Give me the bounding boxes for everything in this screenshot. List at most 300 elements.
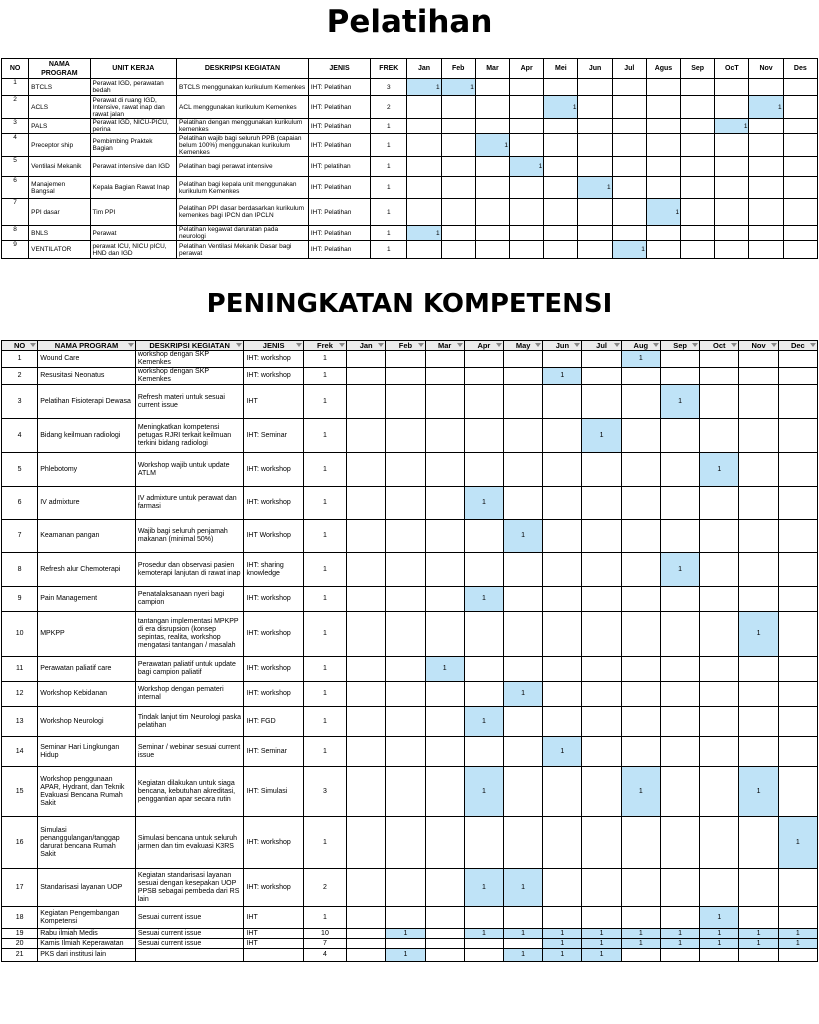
month-cell — [715, 96, 749, 119]
month-cell: 1 — [464, 929, 503, 939]
deskripsi-kegiatan: BTCLS menggunakan kurikulum Kemenkes — [177, 79, 309, 96]
table-row — [2, 929, 818, 939]
month-cell — [464, 368, 503, 385]
month-cell — [464, 520, 503, 553]
column-header — [621, 341, 660, 351]
program-name: Kamis Ilmiah Keperawatan — [38, 939, 136, 949]
deskripsi-kegiatan: Pelatihan bagi perawat intensive — [177, 157, 309, 177]
month-cell — [386, 682, 425, 707]
month-cell — [778, 737, 817, 767]
jenis: IHT: workshop — [244, 453, 303, 487]
program-name: PALS — [29, 119, 90, 134]
month-cell: 1 — [582, 929, 621, 939]
month-cell — [646, 134, 680, 157]
month-cell — [660, 612, 699, 657]
month-cell — [612, 96, 646, 119]
month-cell: 1 — [407, 79, 441, 96]
month-cell — [621, 368, 660, 385]
deskripsi-kegiatan: Refresh materi untuk sesuai current issue — [135, 385, 244, 419]
row-number: 3 — [2, 119, 29, 134]
month-cell — [778, 520, 817, 553]
month-cell — [660, 368, 699, 385]
column-header: Feb — [441, 59, 475, 79]
month-cell: 1 — [543, 949, 582, 962]
column-header-label: Mar — [437, 341, 452, 350]
frekuensi: 1 — [303, 553, 346, 587]
month-cell — [425, 869, 464, 907]
month-cell — [582, 385, 621, 419]
month-cell: 1 — [425, 657, 464, 682]
row-number: 21 — [2, 949, 38, 962]
row-number: 16 — [2, 817, 38, 869]
month-cell — [749, 79, 783, 96]
filter-dropdown-icon — [296, 343, 302, 347]
frekuensi: 1 — [371, 119, 407, 134]
column-header — [660, 341, 699, 351]
unit-kerja: perawat ICU, NICU pICU, HND dan IGD — [90, 241, 177, 259]
month-cell — [778, 419, 817, 453]
table-row — [2, 907, 818, 929]
month-cell — [544, 177, 578, 199]
month-cell — [347, 453, 386, 487]
row-number: 8 — [2, 226, 29, 241]
month-cell — [612, 199, 646, 226]
month-cell — [464, 419, 503, 453]
month-cell: 1 — [543, 737, 582, 767]
month-cell: 1 — [621, 767, 660, 817]
month-cell — [578, 157, 612, 177]
row-number: 13 — [2, 707, 38, 737]
filter-dropdown-icon — [378, 343, 384, 347]
month-cell — [700, 767, 739, 817]
frekuensi: 1 — [303, 657, 346, 682]
month-cell — [778, 587, 817, 612]
jenis: IHT — [244, 385, 303, 419]
month-cell — [582, 869, 621, 907]
month-cell — [347, 767, 386, 817]
jenis: IHT: Pelatihan — [308, 199, 370, 226]
program-name: ACLS — [29, 96, 90, 119]
month-cell — [425, 939, 464, 949]
table-row — [2, 737, 818, 767]
month-cell: 1 — [510, 157, 544, 177]
table-row — [2, 351, 818, 368]
month-cell — [441, 199, 475, 226]
column-header: Nov — [749, 59, 783, 79]
month-cell — [475, 96, 509, 119]
month-cell — [504, 487, 543, 520]
month-cell — [543, 453, 582, 487]
deskripsi-kegiatan: Pelatihan bagi kepala unit menggunakan kurikulum Kemenkes — [177, 177, 309, 199]
program-name: MPKPP — [38, 612, 136, 657]
month-cell — [407, 157, 441, 177]
row-number: 14 — [2, 737, 38, 767]
month-cell — [504, 707, 543, 737]
program-name: Manajemen Bangsal — [29, 177, 90, 199]
column-header-label: Jan — [359, 341, 373, 350]
month-cell — [749, 134, 783, 157]
column-header — [386, 341, 425, 351]
month-cell — [646, 119, 680, 134]
program-name: Refresh alur Chemoterapi — [38, 553, 136, 587]
table-row — [2, 939, 818, 949]
month-cell — [425, 929, 464, 939]
month-cell — [700, 351, 739, 368]
month-cell: 1 — [739, 929, 778, 939]
row-number: 17 — [2, 869, 38, 907]
month-cell — [660, 737, 699, 767]
month-cell — [660, 817, 699, 869]
program-name: Phlebotomy — [38, 453, 136, 487]
month-cell — [543, 707, 582, 737]
column-header-label: DESKRIPSI KEGIATAN — [149, 341, 230, 350]
month-cell — [700, 707, 739, 737]
row-number: 1 — [2, 79, 29, 96]
program-name: Standarisasi layanan UOP — [38, 869, 136, 907]
jenis: IHT: Pelatihan — [308, 226, 370, 241]
deskripsi-kegiatan: Penatalaksanaan nyeri bagi campion — [135, 587, 244, 612]
month-cell — [386, 385, 425, 419]
jenis: IHT: workshop — [244, 612, 303, 657]
table-row — [2, 241, 818, 259]
month-cell — [464, 553, 503, 587]
month-cell — [425, 949, 464, 962]
deskripsi-kegiatan: Wajib bagi seluruh penjamah makanan (minimal 50%) — [135, 520, 244, 553]
month-cell — [700, 657, 739, 682]
month-cell — [441, 96, 475, 119]
month-cell — [700, 487, 739, 520]
column-header-label: Oct — [713, 341, 726, 350]
frekuensi: 7 — [303, 939, 346, 949]
month-cell: 1 — [660, 929, 699, 939]
row-number: 1 — [2, 351, 38, 368]
month-cell — [739, 487, 778, 520]
month-cell — [739, 351, 778, 368]
month-cell — [621, 453, 660, 487]
month-cell — [347, 368, 386, 385]
month-cell: 1 — [578, 177, 612, 199]
month-cell — [660, 487, 699, 520]
row-number: 2 — [2, 368, 38, 385]
month-cell — [543, 817, 582, 869]
month-cell — [621, 385, 660, 419]
month-cell — [660, 767, 699, 817]
filter-dropdown-icon — [574, 343, 580, 347]
month-cell — [347, 869, 386, 907]
jenis: IHT: workshop — [244, 817, 303, 869]
column-header-label: Aug — [633, 341, 649, 350]
jenis: IHT: Seminar — [244, 419, 303, 453]
month-cell — [347, 682, 386, 707]
month-cell — [425, 707, 464, 737]
column-header — [700, 341, 739, 351]
month-cell — [425, 385, 464, 419]
row-number: 18 — [2, 907, 38, 929]
column-header-label: Nov — [751, 341, 766, 350]
month-cell — [464, 817, 503, 869]
month-cell — [441, 177, 475, 199]
table-row — [2, 682, 818, 707]
month-cell — [612, 177, 646, 199]
month-cell — [778, 487, 817, 520]
row-number: 15 — [2, 767, 38, 817]
column-header: Jun — [578, 59, 612, 79]
month-cell — [660, 707, 699, 737]
month-cell — [347, 553, 386, 587]
month-cell: 1 — [464, 707, 503, 737]
frekuensi: 1 — [303, 612, 346, 657]
filter-dropdown-icon — [418, 343, 424, 347]
month-cell: 1 — [646, 199, 680, 226]
program-name: Resusitasi Neonatus — [38, 368, 136, 385]
row-number: 5 — [2, 453, 38, 487]
table-row — [2, 226, 818, 241]
column-header — [347, 341, 386, 351]
month-cell — [347, 385, 386, 419]
month-cell — [700, 520, 739, 553]
month-cell — [783, 96, 817, 119]
month-cell: 1 — [543, 368, 582, 385]
jenis: IHT: workshop — [244, 657, 303, 682]
deskripsi-kegiatan: workshop dengan SKP Kemenkes — [135, 368, 244, 385]
deskripsi-kegiatan: IV admixture untuk perawat dan farmasi — [135, 487, 244, 520]
month-cell — [510, 226, 544, 241]
month-cell: 1 — [464, 487, 503, 520]
month-cell — [783, 199, 817, 226]
month-cell — [544, 199, 578, 226]
month-cell — [739, 907, 778, 929]
row-number: 6 — [2, 487, 38, 520]
jenis: IHT — [244, 929, 303, 939]
jenis: IHT: Pelatihan — [308, 241, 370, 259]
program-name: Simulasi penanggulangan/tanggap darurat bencana Rumah Sakit — [38, 817, 136, 869]
month-cell — [504, 368, 543, 385]
month-cell — [386, 587, 425, 612]
table-row — [2, 453, 818, 487]
filter-dropdown-icon — [614, 343, 620, 347]
jenis: IHT: Pelatihan — [308, 96, 370, 119]
month-cell — [783, 241, 817, 259]
row-number: 12 — [2, 682, 38, 707]
month-cell — [715, 79, 749, 96]
month-cell — [510, 134, 544, 157]
month-cell: 1 — [582, 419, 621, 453]
column-header: Agus — [646, 59, 680, 79]
column-header-label: May — [515, 341, 531, 350]
unit-kerja: Perawat IGD, perawatan bedah — [90, 79, 177, 96]
month-cell — [543, 553, 582, 587]
month-cell — [715, 177, 749, 199]
column-header-label: Sep — [673, 341, 687, 350]
column-header — [425, 341, 464, 351]
month-cell — [646, 177, 680, 199]
jenis: IHT: Pelatihan — [308, 134, 370, 157]
deskripsi-kegiatan: Pelatihan wajib bagi seluruh PPB (capaian belum 100%) menggunakan kurikulum Kemenkes — [177, 134, 309, 157]
month-cell — [621, 907, 660, 929]
month-cell — [504, 385, 543, 419]
column-header: UNIT KERJA — [90, 59, 177, 79]
month-cell — [681, 134, 715, 157]
month-cell — [347, 612, 386, 657]
month-cell — [578, 79, 612, 96]
jenis: IHT: workshop — [244, 487, 303, 520]
month-cell — [739, 385, 778, 419]
month-cell — [700, 817, 739, 869]
jenis: IHT — [244, 939, 303, 949]
kompetensi-header-row — [2, 341, 818, 351]
month-cell — [407, 134, 441, 157]
jenis: IHT: Seminar — [244, 737, 303, 767]
deskripsi-kegiatan — [135, 949, 244, 962]
month-cell: 1 — [778, 817, 817, 869]
month-cell — [543, 682, 582, 707]
month-cell: 1 — [621, 929, 660, 939]
month-cell — [475, 79, 509, 96]
row-number: 4 — [2, 419, 38, 453]
month-cell — [407, 119, 441, 134]
frekuensi: 1 — [303, 419, 346, 453]
row-number: 8 — [2, 553, 38, 587]
frekuensi: 1 — [371, 134, 407, 157]
month-cell — [749, 157, 783, 177]
column-header: Jul — [612, 59, 646, 79]
month-cell — [386, 869, 425, 907]
table-row — [2, 157, 818, 177]
row-number: 20 — [2, 939, 38, 949]
month-cell — [386, 368, 425, 385]
month-cell — [783, 177, 817, 199]
deskripsi-kegiatan: Sesuai current issue — [135, 939, 244, 949]
month-cell: 1 — [544, 96, 578, 119]
month-cell — [778, 869, 817, 907]
filter-dropdown-icon — [236, 343, 242, 347]
table-row — [2, 869, 818, 907]
deskripsi-kegiatan: Kegiatan standarisasi layanan sesuai dengan kesepakan UOP PPSB sebagai pembeda dari RS lain — [135, 869, 244, 907]
unit-kerja: Perawat IGD, NICU-PICU, perina — [90, 119, 177, 134]
month-cell — [543, 419, 582, 453]
month-cell — [700, 553, 739, 587]
month-cell — [347, 949, 386, 962]
month-cell — [778, 453, 817, 487]
month-cell — [504, 612, 543, 657]
row-number: 6 — [2, 177, 29, 199]
month-cell — [464, 737, 503, 767]
month-cell — [582, 657, 621, 682]
filter-dropdown-icon — [128, 343, 134, 347]
month-cell: 1 — [700, 907, 739, 929]
month-cell — [778, 385, 817, 419]
month-cell: 1 — [504, 520, 543, 553]
month-cell — [464, 385, 503, 419]
program-name: Keamanan pangan — [38, 520, 136, 553]
month-cell — [612, 157, 646, 177]
program-name: Wound Care — [38, 351, 136, 368]
month-cell — [543, 657, 582, 682]
month-cell: 1 — [612, 241, 646, 259]
month-cell — [778, 707, 817, 737]
month-cell — [582, 487, 621, 520]
month-cell — [504, 817, 543, 869]
month-cell — [347, 817, 386, 869]
month-cell — [646, 157, 680, 177]
jenis: IHT: FGD — [244, 707, 303, 737]
column-header: Mei — [544, 59, 578, 79]
month-cell — [386, 612, 425, 657]
table-row — [2, 385, 818, 419]
column-header — [778, 341, 817, 351]
month-cell — [660, 682, 699, 707]
month-cell — [504, 767, 543, 817]
month-cell: 1 — [778, 929, 817, 939]
filter-dropdown-icon — [30, 343, 36, 347]
month-cell — [749, 199, 783, 226]
month-cell — [543, 487, 582, 520]
month-cell — [582, 817, 621, 869]
deskripsi-kegiatan: Sesuai current issue — [135, 907, 244, 929]
month-cell — [700, 949, 739, 962]
month-cell — [504, 453, 543, 487]
month-cell: 1 — [386, 929, 425, 939]
column-header-label: NO — [13, 341, 26, 350]
month-cell — [621, 949, 660, 962]
month-cell — [510, 241, 544, 259]
month-cell — [715, 199, 749, 226]
month-cell — [612, 134, 646, 157]
month-cell — [646, 96, 680, 119]
month-cell — [578, 134, 612, 157]
month-cell — [386, 657, 425, 682]
filter-dropdown-icon — [692, 343, 698, 347]
month-cell — [347, 487, 386, 520]
deskripsi-kegiatan: Tindak lanjut tim Neurologi paska pelatihan — [135, 707, 244, 737]
month-cell — [700, 869, 739, 907]
row-number: 7 — [2, 199, 29, 226]
frekuensi: 10 — [303, 929, 346, 939]
month-cell — [407, 241, 441, 259]
month-cell — [347, 657, 386, 682]
month-cell — [715, 241, 749, 259]
program-name: Perawatan paliatif care — [38, 657, 136, 682]
table-row — [2, 419, 818, 453]
month-cell — [582, 682, 621, 707]
month-cell — [425, 453, 464, 487]
month-cell — [582, 907, 621, 929]
month-cell — [681, 241, 715, 259]
month-cell: 1 — [464, 869, 503, 907]
program-name: Bidang keilmuan radiologi — [38, 419, 136, 453]
month-cell — [783, 79, 817, 96]
month-cell — [778, 368, 817, 385]
month-cell — [475, 226, 509, 241]
jenis: IHT: Pelatihan — [308, 79, 370, 96]
month-cell — [441, 134, 475, 157]
month-cell — [347, 707, 386, 737]
month-cell — [425, 419, 464, 453]
month-cell — [681, 226, 715, 241]
month-cell — [739, 453, 778, 487]
table-row — [2, 119, 818, 134]
column-header-label: Feb — [398, 341, 413, 350]
month-cell — [700, 368, 739, 385]
month-cell — [475, 119, 509, 134]
column-header — [135, 341, 244, 351]
month-cell — [464, 907, 503, 929]
unit-kerja: Pembimbing Praktek Bagian — [90, 134, 177, 157]
unit-kerja: Perawat di ruang IGD, Intensive, rawat inap dan rawat jalan — [90, 96, 177, 119]
jenis: IHT: workshop — [244, 869, 303, 907]
program-name: Workshop penggunaan APAR, Hydrant, dan Teknik Evakuasi Bencana Rumah Sakit — [38, 767, 136, 817]
month-cell — [441, 119, 475, 134]
